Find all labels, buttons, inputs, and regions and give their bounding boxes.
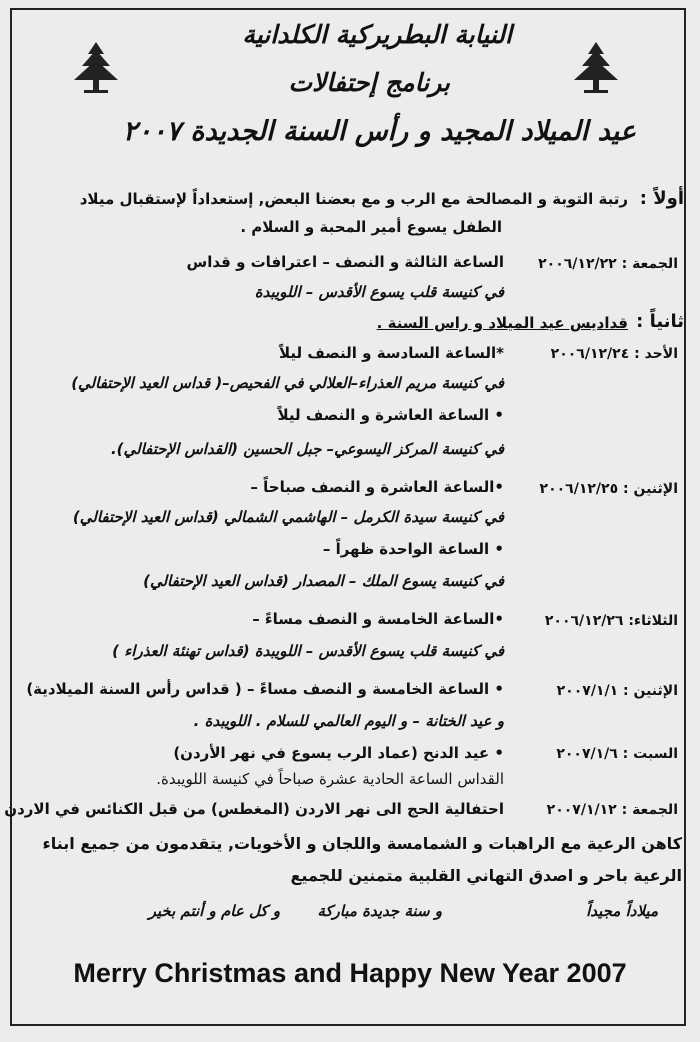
event-1-date: الأحد : ٢٠٠٦/١٢/٢٤ [550, 346, 678, 362]
program-title: برنامج إحتفالات [288, 68, 450, 97]
event-7-place: القداس الساعة الحادية عشرة صباحاً في كنيسة اللويبدة. [156, 770, 504, 788]
section1-marker: أولاً : [639, 188, 684, 209]
greeting-wishes: و كل عام و أنتم بخير [148, 902, 280, 920]
event-6-place: و عيد الختانة – و اليوم العالمي للسلام . اللويبدة . [193, 712, 504, 730]
closing-line3: الرعية باحر و اصدق التهاني القلبية متمنين للجميع [290, 866, 682, 885]
section2-title: قداديس عيد الميلاد و راس السنة . [376, 314, 628, 332]
event-4-place: في كنيسة يسوع الملك – المصدار (قداس العيد الإحتفالي) [143, 572, 504, 590]
closing-line1: احتفالية الحج الى نهر الاردن (المغطس) من قبل الكنائس في الاردن [4, 800, 504, 818]
section1-date: الجمعة : ٢٠٠٦/١٢/٢٢ [538, 256, 678, 272]
event-2-time: • الساعة العاشرة و النصف ليلاً [277, 406, 504, 424]
event-7-time: • عيد الدنح (عماد الرب يسوع في نهر الأردن) [173, 744, 504, 762]
event-5-time: •الساعة الخامسة و النصف مساءً – [252, 610, 504, 628]
section1-time: الساعة الثالثة و النصف – اعترافات و قداس [186, 253, 504, 271]
closing-line2: كاهن الرعية مع الراهبات و الشمامسة واللجان و الأخويات, يتقدمون من جميع ابناء [42, 834, 682, 853]
org-title: النيابة البطريركية الكلدانية [242, 20, 512, 49]
event-3-time: •الساعة العاشرة و النصف صباحاً – [250, 478, 504, 496]
closing-date: الجمعة : ٢٠٠٧/١/١٢ [546, 802, 678, 818]
event-1-place: في كنيسة مريم العذراء–العلالي في الفحيص–( قداس العيد الإحتفالي) [71, 374, 504, 392]
event-6-time: • الساعة الخامسة و النصف مساءً – ( قداس رأس السنة الميلادية) [26, 680, 504, 698]
event-7-date: السبت : ٢٠٠٧/١/٦ [556, 746, 678, 762]
occasion-title: عيد الميلاد المجيد و رأس السنة الجديدة ٢٠٠٧ [122, 116, 636, 147]
section2-marker: ثانياً : [636, 311, 684, 332]
section1-line2: الطفل يسوع أمير المحبة و السلام . [240, 218, 502, 236]
event-3-date: الإثنين : ٢٠٠٦/١٢/٢٥ [539, 481, 678, 497]
greeting-new-year: و سنة جديدة مباركة [317, 902, 442, 920]
christmas-tree-icon-left [66, 38, 126, 98]
event-4-time: • الساعة الواحدة ظهراً – [322, 540, 504, 558]
section1-place: في كنيسة قلب يسوع الأقدس – اللويبدة [254, 283, 504, 301]
section1-line1: رتبة التوبة و المصالحة مع الرب و مع بعضنا البعض, إستعداداً لإستقبال ميلاد [79, 190, 628, 208]
event-2-place: في كنيسة المركز اليسوعي– جبل الحسين (القداس الإحتفالي). [110, 440, 504, 458]
event-1-time: *الساعة السادسة و النصف ليلاً [279, 344, 504, 362]
event-5-place: في كنيسة قلب يسوع الأقدس – اللويبدة (قداس تهنئة العذراء ) [112, 642, 504, 660]
footer-english-greeting: Merry Christmas and Happy New Year 2007 [73, 958, 627, 988]
greeting-christmas: ميلاداً مجيداً [586, 902, 658, 920]
event-5-date: الثلاثاء: ٢٠٠٦/١٢/٢٦ [544, 613, 678, 629]
christmas-tree-icon-right [566, 38, 626, 98]
event-6-date: الإثنين : ٢٠٠٧/١/١ [556, 683, 678, 699]
event-3-place: في كنيسة سيدة الكرمل – الهاشمي الشمالي (قداس العيد الإحتفالي) [72, 508, 504, 526]
